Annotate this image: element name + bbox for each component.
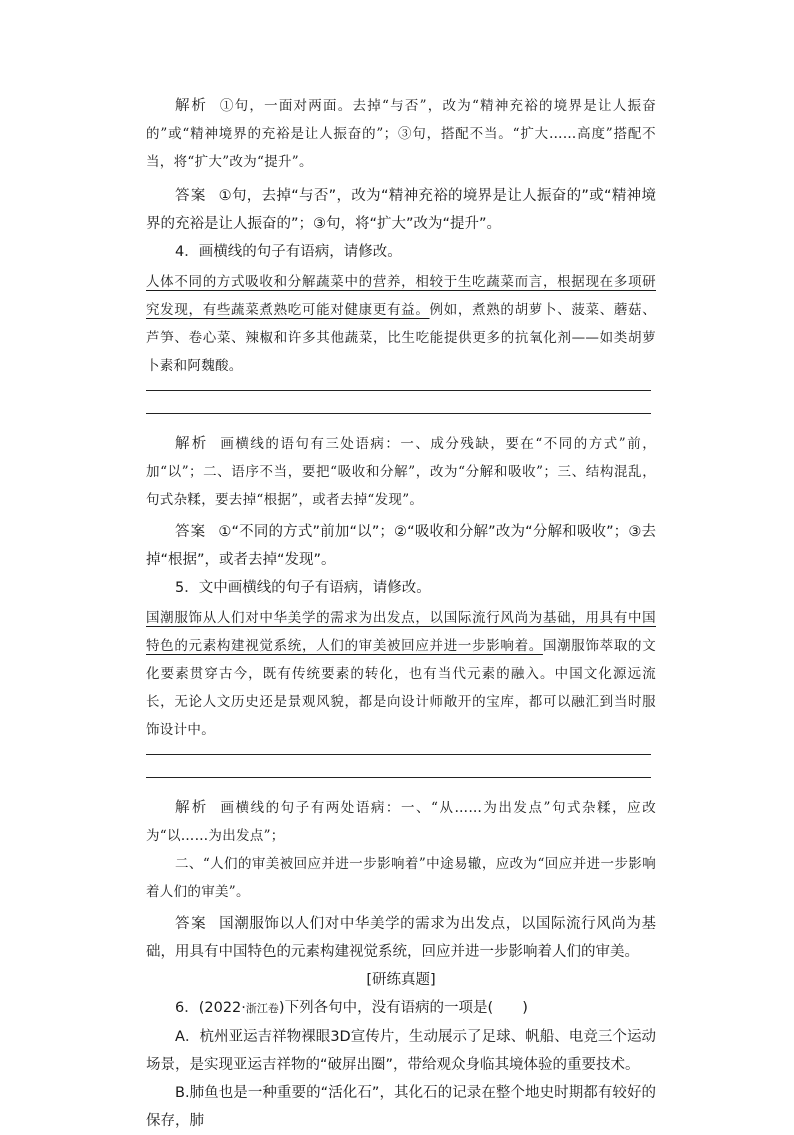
passage-text: 例如，煮熟的胡萝卜、菠菜、蘑菇、芦笋、卷心菜、辣椒和许多其他蔬菜，比生吃能提供更多的抗氧化剂——如类胡萝卜素和阿魏酸。 [146, 302, 656, 374]
q6-title-pre: 6．(2022· [175, 1000, 246, 1016]
q4-analysis [146, 430, 656, 514]
answer-text: ①“不同的方式”前加“以”；②“吸收和分解”改为“分解和吸收”；③去掉“根据”，或者去掉“发现”。 [146, 524, 656, 568]
underlined-sentence: 人体不同的方式吸收和分解蔬菜中的营养，相较于生吃蔬菜而言，根据现在多项研究发现，有些蔬菜煮熟吃可能对健康更有益。 [146, 274, 656, 318]
section-title: [研练真题] [366, 972, 436, 988]
option-a: A．杭州亚运吉祥物裸眼3D宣传片，生动展示了足球、帆船、电竞三个运动场景，是实现亚运吉祥物的“破屏出圈”，带给观众身临其境体验的重要技术。 [146, 1029, 656, 1073]
answer-line[interactable] [146, 754, 651, 755]
underlined-sentence: 国潮服饰从人们对中华美学的需求为出发点，以国际流行风尚为基础，用具有中国特色的元素构建视觉系统，人们的审美被回应并进一步影响着。 [146, 610, 656, 654]
analysis-text: 画横线的语句有三处语病：一、成分残缺，要在“不同的方式”前，加“以”；二、语序不当，要把“吸收和分解”，改为“分解和吸收”；三、结构混乱，句式杂糅，要去掉“根据”，或者去掉“发现”。 [146, 436, 656, 508]
option-b: B.肺鱼也是一种重要的“活化石”，其化石的记录在整个地史时期都有较好的保存，肺 [146, 1085, 656, 1129]
analysis-text: ①句，一面对两面。去掉“与否”，改为“精神充裕的境界是让人振奋的”或“精神境界的充裕是让人振奋的”；③句，搭配不当。“扩大……高度”搭配不当，将“扩大”改为“提升”。 [146, 98, 656, 170]
q5-title: 5．文中画横线的句子有语病，请修改。 [175, 580, 431, 596]
q5-passage [146, 604, 656, 744]
answer-label: 答案 [175, 524, 207, 540]
q6-title [146, 994, 656, 1023]
passage-text: 国潮服饰萃取的文化要素贯穿古今，既有传统要素的转化，也有当代元素的融入。中国文化源远流长，无论人文历史还是景观风貌，都是向设计师敞开的宝库，都可以融汇到当时服饰设计中。 [146, 638, 656, 738]
q6-title-post: )下列各句中，没有语病的一项是( ) [278, 1000, 528, 1016]
analysis-label: 解析 [175, 98, 208, 114]
q4-answer [146, 518, 656, 574]
answer-lines [146, 380, 656, 430]
q4-passage [146, 268, 656, 380]
analysis-text: 画横线的句子有两处语病：一、“从……为出发点”句式杂糅，应改为“以……为出发点”； [146, 800, 656, 844]
q3-answer [146, 182, 656, 238]
answer-line[interactable] [146, 777, 651, 778]
answer-line[interactable] [146, 413, 651, 414]
q6-source: 浙江卷 [245, 1002, 279, 1015]
q4-title: 4．画横线的句子有语病，请修改。 [175, 244, 402, 260]
document-page [146, 92, 656, 1135]
answer-text: ①句，去掉“与否”，改为“精神充裕的境界是让人振奋的”或“精神境界的充裕是让人振奋的”；③句，将“扩大”改为“提升”。 [146, 188, 657, 232]
q5-answer [146, 910, 656, 966]
analysis-label: 解析 [175, 800, 209, 816]
answer-line[interactable] [146, 390, 651, 391]
q5-analysis-cont: 二、“人们的审美被回应并进一步影响着”中途易辙，应改为“回应并进一步影响着人们的审美”。 [146, 856, 656, 900]
answer-label: 答案 [175, 916, 208, 932]
answer-lines [146, 744, 656, 794]
q5-analysis [146, 794, 656, 850]
answer-label: 答案 [175, 188, 207, 204]
q3-analysis [146, 92, 656, 176]
answer-text: 国潮服饰以人们对中华美学的需求为出发点，以国际流行风尚为基础，用具有中国特色的元素构建视觉系统，回应并进一步影响着人们的审美。 [146, 916, 657, 960]
analysis-label: 解析 [175, 436, 209, 452]
